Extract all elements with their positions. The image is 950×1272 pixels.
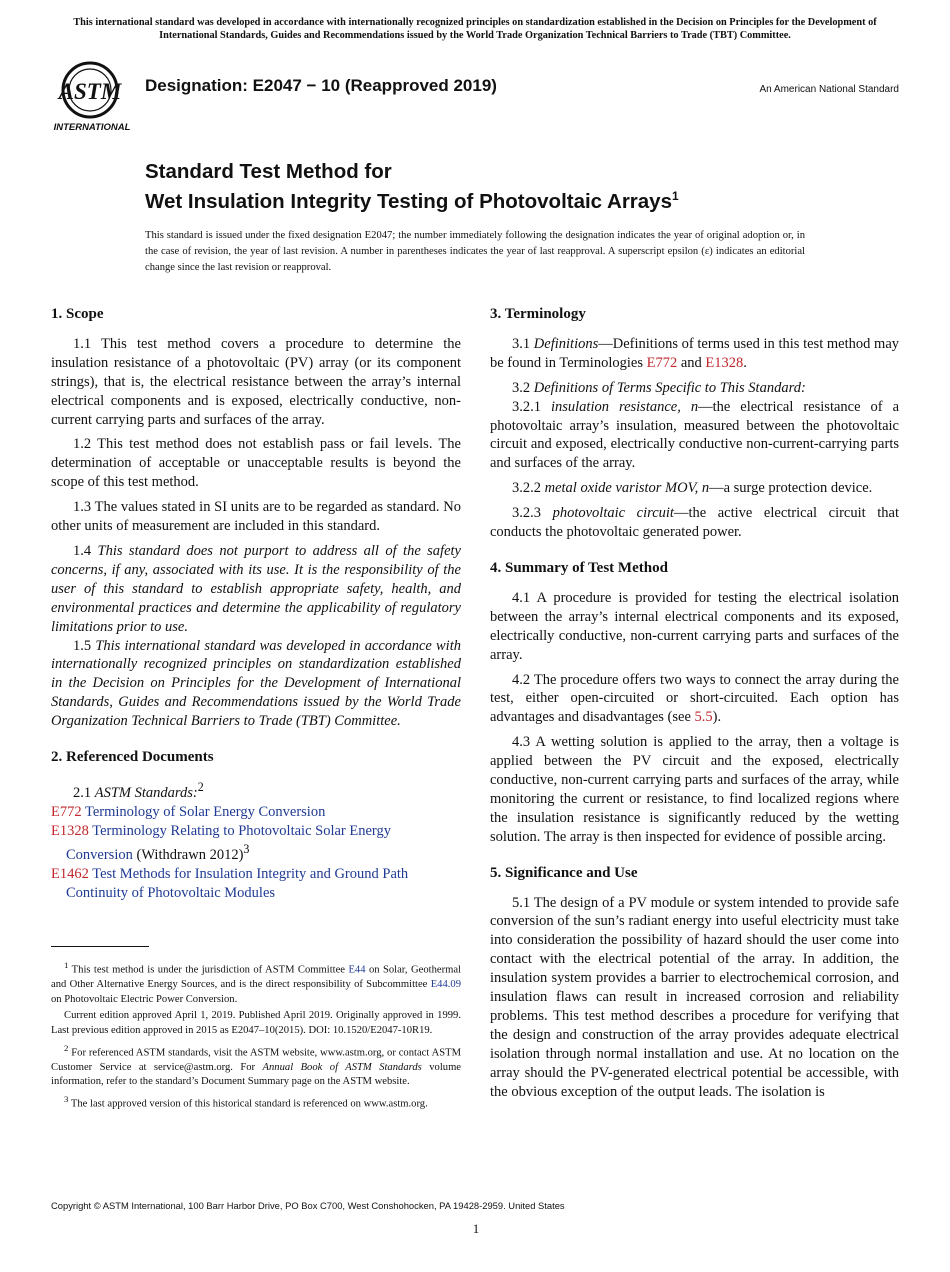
definitions-label: Definitions	[533, 335, 599, 352]
link-e44-09[interactable]: E44.09	[430, 979, 461, 991]
scope-para-1-1: 1.1 This test method covers a procedure to determine the insulation resistance of a photovoltaic (PV) array (or its component strings), that is, the electrical resistance between the array’s internal electrical components and is exposed, electrically conductive, non-current carrying parts and surfaces of the array.	[51, 335, 461, 428]
terminology-para-3-1-text: —Definitions of terms used in this test method may be found in Terminologies	[490, 335, 900, 371]
ref-code-e772[interactable]: E772	[51, 803, 82, 820]
top-notice: This international standard was developed in accordance with internationally recognized principles on standardization established in the Decision on Principles for the Development of International Standards, Guides and Recommendations issued by the World Trade Organization Technical Barriers to Trade (TBT) Committee.	[73, 17, 877, 41]
definition-3-2-2-term: metal oxide varistor MOV, n	[544, 480, 710, 497]
definition-3-2-1-num: 3.2.1	[512, 398, 541, 415]
definition-3-2-1-term: insulation resistance, n	[550, 398, 699, 415]
scope-para-1-5	[51, 637, 461, 732]
footnotes	[51, 958, 461, 1112]
scope-para-1-4-num: 1.4	[73, 542, 92, 559]
link-e772[interactable]: E772	[646, 354, 678, 371]
reference-e772	[51, 803, 461, 822]
definition-3-2-3-text: —the active electrical circuit that conducts the photovoltaic generated power.	[490, 505, 899, 541]
summary-para-4-2	[490, 671, 899, 728]
summary-para-4-2-text: 4.2 The procedure offers two ways to connect the array during the test, either open-circuited or short-circuited. Each option has advantages and disadvantages (see	[490, 671, 899, 726]
logo-text: ASTM	[58, 79, 122, 104]
terminology-para-3-1	[490, 335, 899, 373]
definition-3-2-3-num: 3.2.3	[512, 505, 541, 522]
ref-code-e1328[interactable]: E1328	[51, 822, 89, 839]
left-column	[51, 305, 461, 903]
footnote-1-text-a: This test method is under the jurisdiction of ASTM Committee	[71, 964, 345, 976]
footnote-1-mark: 1	[64, 960, 69, 970]
definition-3-2-1-text: —the electrical resistance of a photovoltaic array’s insulation, measured between the photovoltaic circuit and exposed, electrically conductive non-current-carrying parts and surfaces of the array.	[490, 398, 900, 472]
footnote-1-text-b: on Solar, Geothermal and Other Alternative Energy Sources, and is the direct responsibility of Subcommittee	[51, 964, 461, 991]
title-footnote-mark: 1	[671, 189, 679, 203]
section-heading-summary: 4. Summary of Test Method	[490, 559, 668, 576]
footnote-3	[51, 1092, 461, 1112]
ref-title-e1328[interactable]: Terminology Relating to Photovoltaic Solar Energy Conversion	[66, 822, 391, 864]
footnote-2	[51, 1041, 461, 1090]
link-e1328[interactable]: E1328	[705, 354, 744, 371]
section-heading-scope: 1. Scope	[51, 306, 104, 322]
footnote-mark-2: 2	[197, 779, 204, 794]
reference-e1328	[51, 822, 461, 866]
section-heading-terminology: 3. Terminology	[490, 306, 586, 322]
section-heading-significance: 5. Significance and Use	[490, 864, 638, 881]
reference-e1462	[51, 865, 461, 903]
terminology-para-3-2	[490, 379, 899, 398]
page-number: 1	[472, 1221, 480, 1236]
scope-para-1-4	[51, 542, 461, 637]
scope-para-1-5-num: 1.5	[73, 637, 92, 654]
definition-3-2-2	[490, 479, 899, 498]
footnote-2-text-a: For referenced ASTM standards, visit the ASTM website, www.astm.org, or contact ASTM Customer Service at service@astm.org. For	[51, 1047, 461, 1073]
definition-3-2-1	[490, 398, 899, 474]
footnote-mark-3: 3	[243, 842, 250, 857]
ref-code-e1462[interactable]: E1462	[51, 866, 89, 883]
footnote-3-text: The last approved version of this historical standard is referenced on www.astm.org.	[70, 1098, 428, 1110]
scope-para-1-5-text: This international standard was developed in accordance with internationally recognized principles on standardization established in the Decision on Principles for the Development of International Standards, Guides and Recommendations issued by the World Trade Organization Technical Barriers to Trade (TBT) Committee.	[51, 637, 461, 730]
footnote-1	[51, 958, 461, 1007]
footnote-edition: Current edition approved April 1, 2019. Published April 2019. Originally approved in 1999. Last previous edition approved in 2015 as E2047–10(2015). DOI: 10.1520/E2047-10R19.	[51, 1010, 461, 1036]
definition-3-2-3	[490, 504, 899, 542]
scope-para-1-3: 1.3 The values stated in SI units are to be regarded as standard. No other units of measurement are included in this standard.	[51, 499, 461, 535]
terminology-para-3-2-num: 3.2	[512, 379, 531, 396]
designation: Designation: E2047 − 10 (Reapproved 2019)	[145, 76, 497, 95]
right-column	[490, 305, 899, 1108]
link-e44[interactable]: E44	[348, 964, 366, 976]
and-text: and	[680, 354, 702, 371]
footnote-2-mark: 2	[64, 1042, 69, 1053]
document-title	[145, 160, 905, 214]
significance-para-5-1: 5.1 The design of a PV module or system intended to provide safe conversion of the sun’s radiant energy into useful electricity must take into consideration the possibility of hazard should the user come into contact with the electrical potential of the array. In addition, the insulation system provides a barrier to electrochemical corrosion, and insulation flaws can result in increased corrosion and reliability problems. This test method describes a procedure for verifying that the design and construction of the array provides adequate electrical isolation through normal installation and use. At no location on the array should the PV-generated electrical potential be accessible, with the obvious exception of the output leads. The isolation is	[490, 894, 899, 1100]
copyright-footer: Copyright © ASTM International, 100 Barr Harbor Drive, PO Box C700, West Conshohocken, PA 19428-2959. United States	[51, 1200, 565, 1211]
ref-title-e772[interactable]: Terminology of Solar Energy Conversion	[84, 803, 326, 820]
footnote-1-text-c: on Photovoltaic Electric Power Conversion.	[51, 993, 238, 1005]
summary-para-4-2-end: ).	[712, 709, 722, 726]
definition-3-2-3-term: photovoltaic circuit	[552, 505, 674, 522]
summary-para-4-1: 4.1 A procedure is provided for testing the electrical isolation between the array’s internal electrical components and its exposed, electrically conductive, non-current carrying parts and surfaces of the array.	[490, 589, 899, 663]
ref-title-e1462[interactable]: Test Methods for Insulation Integrity and Ground Path Continuity of Photovoltaic Modules	[66, 866, 409, 902]
terminology-para-3-1-num: 3.1	[512, 335, 531, 352]
summary-para-4-3: 4.3 A wetting solution is applied to the array, then a voltage is applied between the PV circuit and the exposed, electrically conductive, non-current carrying parts and surfaces of the array, while monitoring the current or resistance, to find localized regions where the insulation resistance is significantly reduced by the wetting solution. The array is then inspected for evidence of possible arcing.	[490, 734, 899, 845]
footnote-2-italic: Annual Book of ASTM Standards	[262, 1061, 422, 1073]
astm-standards-label: ASTM Standards:	[94, 784, 198, 801]
definition-3-2-2-num: 3.2.2	[512, 480, 541, 497]
footnote-3-mark: 3	[64, 1093, 69, 1104]
refdocs-para-2-1	[51, 778, 461, 803]
astm-logo	[52, 58, 136, 132]
american-national-standard-label: An American National Standard	[759, 84, 899, 95]
definition-3-2-2-text: —a surge protection device.	[709, 480, 873, 497]
period: .	[743, 354, 747, 371]
title-line1: Standard Test Method for	[145, 160, 392, 183]
section-heading-referenced-documents: 2. Referenced Documents	[51, 749, 214, 766]
footnote-2-text-b: volume information, refer to the standard’s Document Summary page on the ASTM website.	[51, 1061, 462, 1088]
refdocs-para-2-1-num: 2.1	[73, 784, 92, 801]
title-line2: Wet Insulation Integrity Testing of Photovoltaic Arrays	[145, 189, 672, 213]
issue-note: This standard is issued under the fixed designation E2047; the number immediately following the designation indicates the year of original adoption or, in the case of revision, the year of last revision. A number in parentheses indicates the year of last reapproval. A superscript epsilon (ε) indicates an editorial change since the last revision or reapproval.	[145, 230, 805, 273]
scope-para-1-2: 1.2 This test method does not establish pass or fail levels. The determination of acceptable or unacceptable results is beyond the scope of this test method.	[51, 436, 461, 491]
scope-para-1-4-text: This standard does not purport to address all of the safety concerns, if any, associated with its use. It is the responsibility of the user of this standard to establish appropriate safety, health, and environmental practices and determine the applicability of regulatory limitations prior to use.	[51, 542, 461, 635]
link-section-5-5[interactable]: 5.5	[694, 709, 713, 726]
footnote-rule	[51, 946, 149, 947]
ref-note-e1328: (Withdrawn 2012)	[136, 847, 244, 864]
terminology-para-3-2-label: Definitions of Terms Specific to This Standard:	[533, 379, 806, 396]
logo-subtext: INTERNATIONAL	[53, 122, 131, 132]
